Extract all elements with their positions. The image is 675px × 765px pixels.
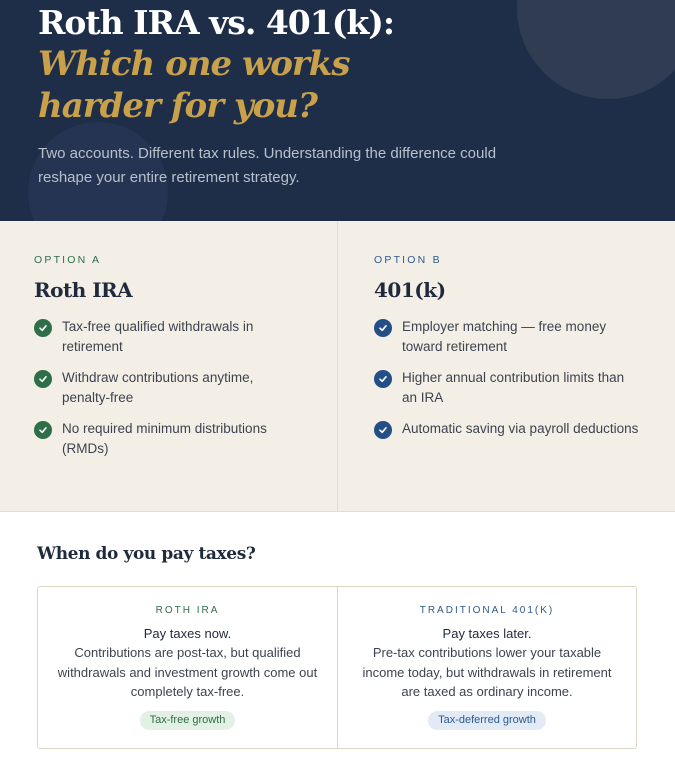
options-comparison <box>0 221 675 512</box>
title-line: Roth IRA vs. 401(k): <box>38 3 395 42</box>
benefit-text: Employer matching — free money toward retirement <box>402 319 607 354</box>
tax-comparison-box <box>37 586 637 749</box>
tax-column-roth <box>38 587 337 748</box>
tax-description: Pre-tax contributions lower your taxable income today, but withdrawals in retirement are taxed as ordinary income. <box>362 645 612 699</box>
benefit-item <box>374 419 641 439</box>
option-eyebrow: OPTION B <box>374 254 442 266</box>
benefit-list <box>374 317 641 439</box>
tax-eyebrow: ROTH IRA <box>155 605 220 616</box>
check-icon <box>34 319 52 337</box>
check-icon <box>34 421 52 439</box>
tax-timing-section <box>0 512 675 749</box>
benefit-item <box>34 368 303 408</box>
growth-badge: Tax-free growth <box>140 711 236 730</box>
section-title: When do you pay taxes? <box>37 544 256 564</box>
page-title <box>38 3 394 127</box>
benefit-item <box>34 419 303 459</box>
benefit-text: Withdraw contributions anytime, penalty-free <box>62 370 254 405</box>
title-highlight-line: harder for you? <box>38 86 317 126</box>
benefit-item <box>34 317 303 357</box>
check-icon <box>374 370 392 388</box>
tax-description: Contributions are post-tax, but qualified withdrawals and investment growth come out completely tax-free. <box>57 645 318 699</box>
benefit-item <box>374 317 641 357</box>
tax-eyebrow: TRADITIONAL 401(K) <box>419 605 555 616</box>
check-icon <box>374 319 392 337</box>
decorative-circle <box>517 0 675 99</box>
hero-banner <box>0 0 675 221</box>
tax-column-401k <box>337 587 636 748</box>
option-a-card <box>0 221 337 511</box>
check-icon <box>374 421 392 439</box>
benefit-text: Automatic saving via payroll deductions <box>402 421 639 436</box>
benefit-text: Higher annual contribution limits than an IRA <box>402 370 625 405</box>
benefit-text: Tax-free qualified withdrawals in retirement <box>62 319 254 354</box>
benefit-item <box>374 368 641 408</box>
benefit-text: No required minimum distributions (RMDs) <box>62 421 267 456</box>
growth-badge: Tax-deferred growth <box>428 711 546 730</box>
option-eyebrow: OPTION A <box>34 254 102 266</box>
check-icon <box>34 370 52 388</box>
tax-headline: Pay taxes later. <box>442 626 532 641</box>
option-b-card <box>337 221 675 511</box>
option-title: Roth IRA <box>34 278 133 302</box>
title-highlight-line: Which one works <box>38 44 350 84</box>
benefit-list <box>34 317 303 459</box>
hero-subtitle: Two accounts. Different tax rules. Understanding the difference could reshape your entire retirement strategy. <box>38 145 497 186</box>
option-title: 401(k) <box>374 278 446 302</box>
tax-headline: Pay taxes now. <box>143 626 232 641</box>
